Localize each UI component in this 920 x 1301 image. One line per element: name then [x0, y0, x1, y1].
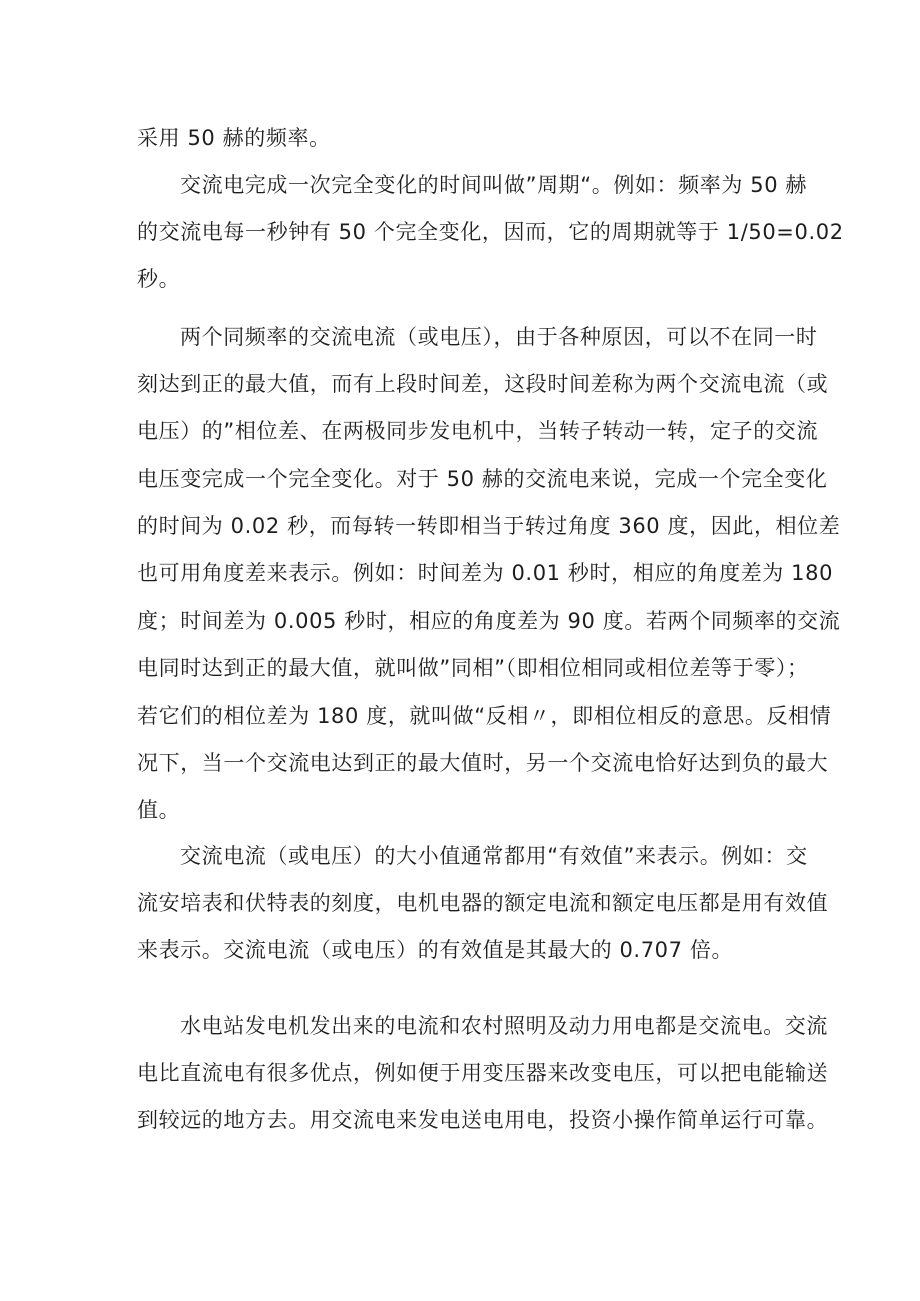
period-line-1: 交流电完成一次完全变化的时间叫做”周期“。例如：频率为 50 赫 [180, 173, 808, 197]
phase-line-6: 也可用角度差来表示。例如：时间差为 0.01 秒时，相应的角度差为 180 [137, 561, 834, 585]
rms-line-2: 流安培表和伏特表的刻度，电机电器的额定电流和额定电压都是用有效值 [137, 891, 829, 915]
phase-line-3: 电压）的”相位差、在两极同步发电机中，当转子转动一转，定子的交流 [137, 419, 819, 443]
period-line-2: 的交流电每一秒钟有 50 个完全变化，因而，它的周期就等于 1/50=0.02 [137, 220, 844, 244]
intro-tail-line-1: 采用 50 赫的频率。 [137, 126, 331, 150]
phase-line-10: 况下，当一个交流电达到正的最大值时，另一个交流电恰好达到负的最大 [137, 751, 829, 775]
advantages-line-2: 电比直流电有很多优点，例如便于用变压器来改变电压，可以把电能输送 [137, 1061, 829, 1085]
phase-line-9: 若它们的相位差为 180 度，就叫做“反相〃，即相位相反的意思。反相情 [137, 704, 832, 728]
phase-line-8: 电同时达到正的最大值，就叫做”同相”（即相位相同或相位差等于零）； [137, 656, 809, 680]
phase-line-2: 刻达到正的最大值，而有上段时间差，这段时间差称为两个交流电流（或 [137, 372, 829, 396]
advantages-line-1: 水电站发电机发出来的电流和农村照明及动力用电都是交流电。交流 [180, 1014, 828, 1038]
phase-line-4: 电压变完成一个完全变化。对于 50 赫的交流电来说，完成一个完全变化 [137, 467, 828, 491]
rms-line-3: 来表示。交流电流（或电压）的有效值是其最大的 0.707 倍。 [137, 938, 734, 962]
phase-line-11: 值。 [137, 798, 181, 822]
phase-line-7: 度；时间差为 0.005 秒时，相应的角度差为 90 度。若两个同频率的交流 [137, 609, 841, 633]
phase-line-5: 的时间为 0.02 秒，而每转一转即相当于转过角度 360 度，因此，相位差 [137, 514, 841, 538]
period-line-3: 秒。 [137, 267, 181, 291]
phase-line-1: 两个同频率的交流电流（或电压），由于各种原因，可以不在同一时 [180, 325, 818, 349]
rms-line-1: 交流电流（或电压）的大小值通常都用“有效值”来表示。例如：交 [180, 844, 808, 868]
advantages-line-3: 到较远的地方去。用交流电来发电送电用电，投资小操作简单运行可靠。 [137, 1108, 829, 1132]
